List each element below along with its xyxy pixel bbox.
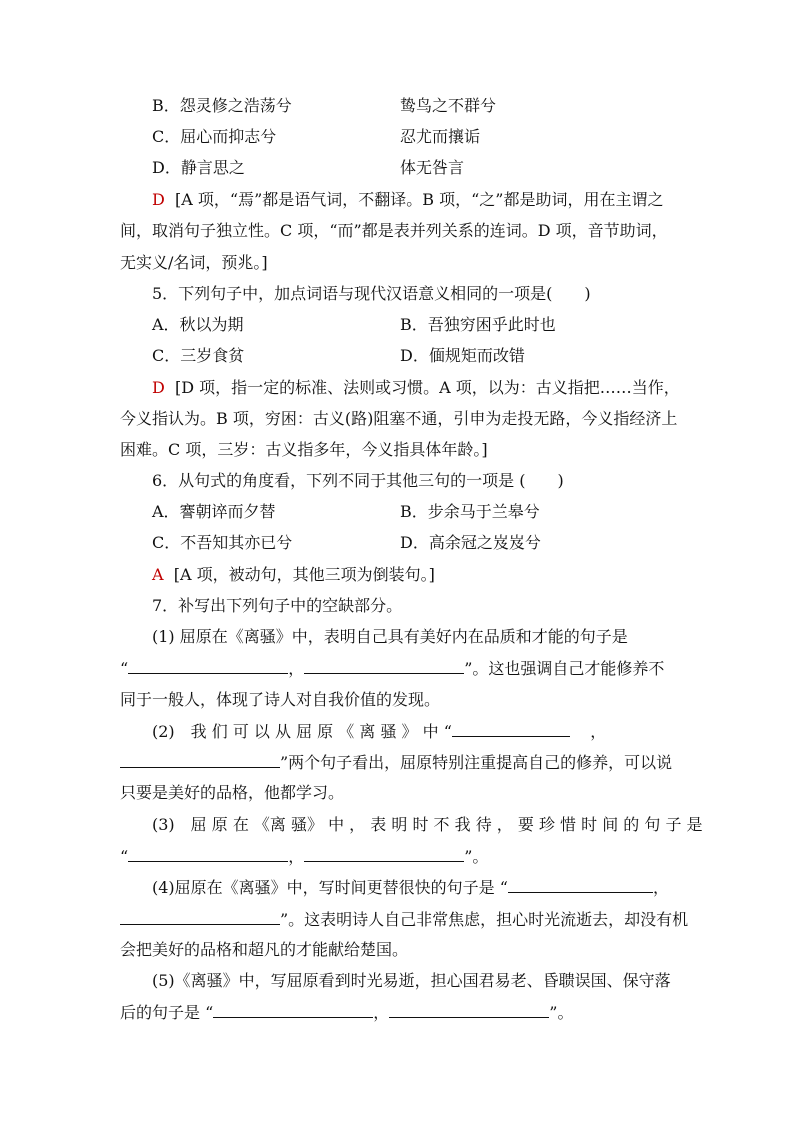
q4-answer-line2: 间，取消句子独立性。C 项，“而”都是表并列关系的连词。D 项，音节助词， [120,221,668,240]
q5-option-d: D．偭规矩而改错 [400,346,525,365]
q6-option-c: C．不吾知其亦已兮 [152,533,293,552]
open-quote: “ [120,847,129,866]
fill-blank[interactable] [304,658,464,674]
q6-stem: 6．从句式的角度看，下列不同于其他三句的一项是 ( ) [152,471,564,490]
q7-s4-line1 [152,877,676,898]
fill-blank[interactable] [120,752,280,768]
q7-s3-line1: (3) 屈 原 在 《离 骚》 中 ， 表 明 时 不 我 待 ， 要 珍 惜 时 间 的 句 子 是 [152,815,703,834]
q4-answer-text1: [A 项，“焉”都是语气词，不翻译。B 项，“之”都是助词，用在主谓之 [175,190,664,209]
q4-option-c-left: C．屈心而抑志兮 [152,127,277,146]
q6-option-d: D．高余冠之岌岌兮 [400,533,541,552]
q7-s5-line2 [120,1002,676,1023]
q7-s4-line2 [120,909,689,930]
q7-s5-head: 后的句子是 “ [120,1003,214,1022]
fill-blank[interactable] [304,846,464,862]
q6-answer [152,565,676,585]
q7-s5-tail: ”。 [549,1003,574,1022]
q4-option-c-right: 忍尤而攘诟 [400,127,481,146]
q7-s1-tail: ”。这也强调自己才能修养不 [464,659,665,678]
q5-answer-line2: 今义指认为。B 项，穷困：古义(路)阻塞不通，引申为走投无路，今义指经济上 [120,409,678,428]
q7-s2-text: (2) 我 们 可 以 从 屈 原 《 离 骚 》 中 “ [152,722,452,741]
q5-option-a: A．秋以为期 [152,315,244,334]
q6-answer-text: [A 项，被动句，其他三项为倒装句。] [173,565,435,584]
q4-answer-line3: 无实义/名词，预兆。] [120,253,268,272]
q5-option-b: B．吾独穷困乎此时也 [400,315,556,334]
fill-blank[interactable] [508,877,653,893]
q5-answer-letter: D [152,378,165,397]
open-quote: “ [120,659,129,678]
q7-stem: 7．补写出下列句子中的空缺部分。 [152,596,403,615]
fill-blank[interactable] [452,721,570,737]
q4-option-d-right: 体无咎言 [400,158,465,177]
q6-option-b: B．步余马于兰皋兮 [400,502,540,521]
q6-option-a: A．謇朝谇而夕替 [152,502,276,521]
q7-s3-line2 [120,846,676,867]
comma: ， [652,878,669,897]
q7-s3-tail: ”。 [464,847,489,866]
q5-answer-text1: [D 项，指一定的标准、法则或习惯。A 项，以为：古义指把……当作， [175,378,680,397]
q7-s5-line1: (5)《离骚》中，写屈原看到时光易逝，担心国君易老、昏聩误国、保守落 [152,971,671,990]
fill-blank[interactable] [128,846,288,862]
q7-s2-tail: ”两个句子看出，屈原特别注重提高自己的修养，可以说 [280,753,673,772]
fill-blank[interactable] [389,1002,549,1018]
q7-s1-line3: 同于一般人，体现了诗人对自我价值的发现。 [120,690,441,709]
q5-stem: 5．下列句子中，加点词语与现代汉语意义相同的一项是( ) [152,284,591,303]
q4-option-d-left: D．静言思之 [152,158,245,177]
comma: ， [373,1003,390,1022]
q4-option-b-left: B．怨灵修之浩荡兮 [152,96,292,115]
q5-answer-line3: 困难。C 项，三岁：古义指多年，今义指具体年龄。] [120,440,488,459]
fill-blank[interactable] [213,1002,373,1018]
q7-s4-text: (4)屈原在《离骚》中，写时间更替很快的句子是 “ [152,878,508,897]
q7-s2-line2 [120,752,676,773]
q4-answer-line1 [152,190,676,210]
comma: ， [288,659,305,678]
q7-s4-line3: 会把美好的品格和超凡的才能献给楚国。 [120,940,409,959]
fill-blank[interactable] [128,658,288,674]
q5-answer-line1 [152,378,680,398]
q7-s2-line1 [152,721,676,742]
q7-s1-line2 [120,658,676,679]
q7-s2-line3: 只要是美好的品格，他都学习。 [120,783,345,802]
comma: ， [288,847,305,866]
q5-option-c: C．三岁食贫 [152,346,245,365]
q4-option-b-right: 鸷鸟之不群兮 [400,96,497,115]
q4-answer-letter: D [152,190,165,209]
q7-s4-tail: ”。这表明诗人自己非常焦虑，担心时光流逝去，却没有机 [280,910,689,929]
comma: ， [590,722,607,741]
fill-blank[interactable] [120,909,280,925]
q6-answer-letter: A [152,565,164,584]
q7-s1-line1: (1) 屈原在《离骚》中，表明自己具有美好内在品质和才能的句子是 [152,627,628,646]
